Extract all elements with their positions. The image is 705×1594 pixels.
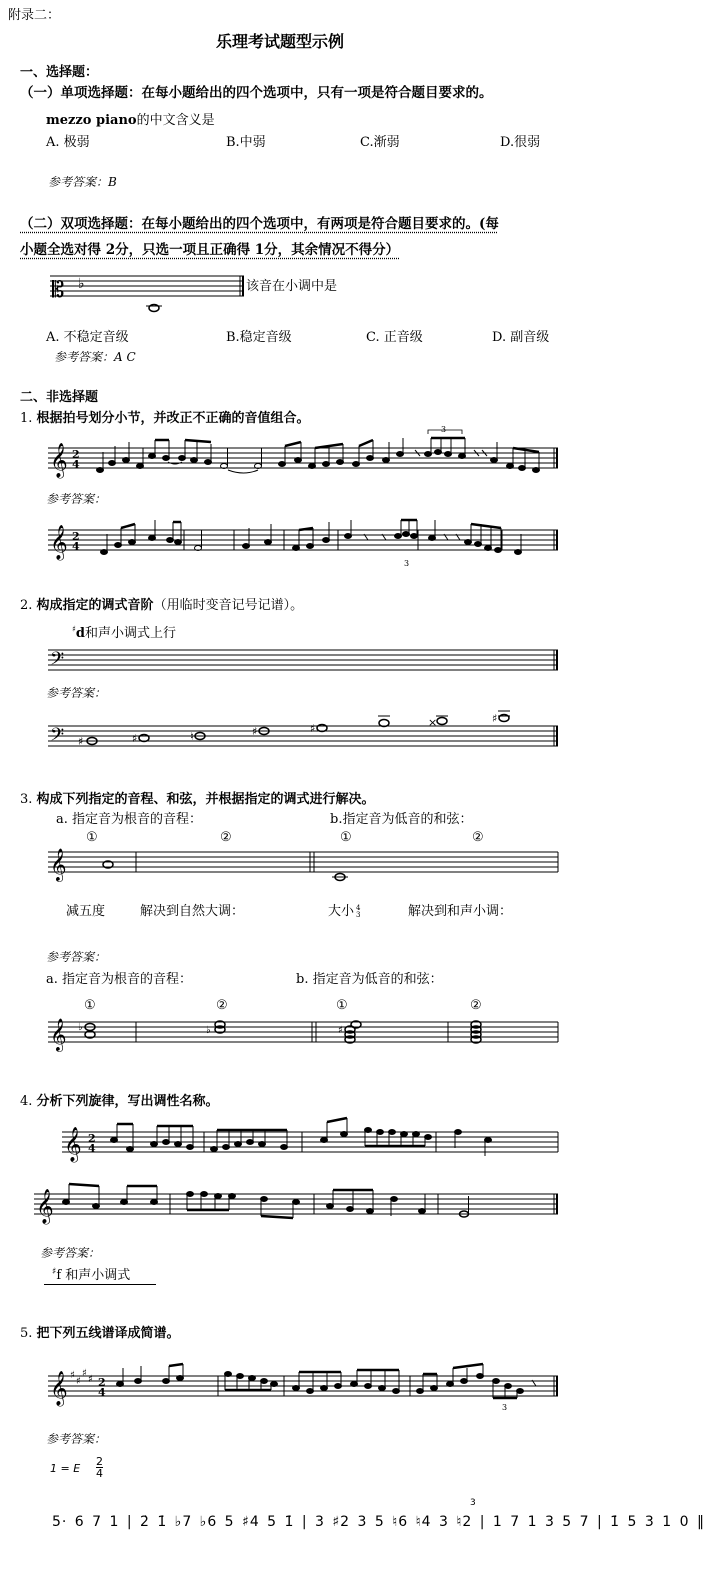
q5-numbered-notation: 5· 6 7 1 | 2̇ 1̇ ♭7 ♭6 5 ♯4 5 1̇ | 3 ♯2 3 5 ♮6 ♮4 3 ♮2 | 1 7 1 3 5 7 | 1̇ 5 3 1 0 ‖ — [52, 1514, 705, 1530]
section2-heading: 二、非选择题 — [20, 390, 99, 405]
double-option-d: D. 副音级 — [492, 330, 550, 345]
q3-circle-1a: ① — [86, 830, 98, 845]
q5-staff-tuplet: 3 — [502, 1403, 508, 1412]
q5-answer-label: 参考答案： — [46, 1432, 107, 1446]
q1-tuplet-top: 3 — [441, 425, 447, 434]
option-b: B.中弱 — [226, 135, 266, 150]
q2-prompt-rest: 和声小调式上行 — [84, 626, 176, 641]
option-c: C.渐弱 — [360, 135, 400, 150]
q5-time-bottom: 4 — [96, 1467, 103, 1480]
svg-text:2: 2 — [72, 530, 80, 543]
svg-text:2: 2 — [88, 1132, 96, 1145]
single-choice-heading: （一）单项选择题：在每小题给出的四个选项中，只有一项是符合题目要求的。 — [20, 85, 493, 101]
q3-title — [20, 788, 375, 807]
q3-ans-circle-2b: ② — [470, 998, 482, 1013]
double-option-c: C. 正音级 — [366, 330, 423, 345]
svg-text:𝄞: 𝄞 — [50, 848, 67, 881]
option-a: A. 极弱 — [46, 135, 90, 150]
q2-text: 构成指定的调式音阶 — [36, 598, 154, 613]
svg-text:♮: ♮ — [190, 730, 194, 743]
q2-prompt — [72, 622, 176, 641]
q3-chord — [328, 900, 360, 919]
double-choice-heading-1: （二）双项选择题：在每小题给出的四个选项中，有两项是符合题目要求的。(每 — [20, 216, 499, 232]
svg-text:♯: ♯ — [70, 1370, 75, 1381]
svg-text:𝄞: 𝄞 — [36, 1189, 54, 1224]
svg-text:4: 4 — [72, 540, 80, 553]
q5-number: 5. — [20, 1326, 33, 1341]
question-term: mezzo piano — [46, 113, 137, 128]
svg-text:♯: ♯ — [338, 1025, 343, 1036]
q5-time-top: 2 — [96, 1455, 103, 1468]
q2-number: 2. — [20, 598, 33, 613]
q3-interval: 减五度 — [66, 904, 106, 919]
q3-b-label: b.指定音为低音的和弦： — [330, 812, 473, 827]
q5-text: 把下列五线谱译成简谱。 — [36, 1326, 180, 1341]
q4-answer-label: 参考答案： — [40, 1246, 101, 1260]
svg-text:♯: ♯ — [252, 725, 258, 738]
q3-resolve-natural: 解决到自然大调： — [140, 904, 245, 919]
double-option-b: B.稳定音级 — [226, 330, 292, 345]
q2-blank-staff — [48, 644, 568, 684]
q2-title — [20, 594, 303, 613]
appendix-label: 附录二： — [8, 8, 61, 23]
q3-ans-b-label: b. 指定音为低音的和弦： — [296, 972, 443, 987]
svg-text:♯: ♯ — [310, 722, 316, 735]
q3-chord-text: 大小 — [328, 904, 355, 919]
q2-text-note: （用临时变音记号记谱）。 — [153, 598, 304, 613]
svg-text:𝄢: 𝄢 — [50, 649, 65, 674]
svg-text:♭: ♭ — [78, 1022, 83, 1033]
q3-circle-2b: ② — [472, 830, 484, 845]
svg-text:𝄞: 𝄞 — [50, 1371, 68, 1406]
svg-text:♯: ♯ — [88, 1374, 93, 1385]
single-question — [46, 109, 215, 128]
svg-text:♭: ♭ — [206, 1025, 211, 1036]
q3-a-label: a. 指定音为根音的音程： — [56, 812, 203, 827]
q1-answer-tuplet: 3 — [404, 559, 410, 568]
q5-triplet-mark: 3 — [470, 1498, 476, 1508]
svg-text:×: × — [428, 716, 438, 729]
svg-text:♭: ♭ — [78, 276, 85, 292]
q4-answer — [44, 1264, 156, 1285]
q4-text: 分析下列旋律，写出调性名称。 — [36, 1094, 219, 1109]
svg-text:𝄞: 𝄞 — [50, 525, 68, 560]
q2-answer-label: 参考答案： — [46, 686, 107, 700]
svg-text:♯: ♯ — [78, 735, 84, 748]
question-rest: 的中文含义是 — [136, 113, 215, 128]
q3-text: 构成下列指定的音程、和弦，并根据指定的调式进行解决。 — [36, 792, 375, 807]
svg-text:♯: ♯ — [132, 732, 138, 745]
svg-text:♯: ♯ — [82, 1368, 87, 1379]
svg-text:𝄡: 𝄡 — [52, 278, 65, 303]
double-question: 该音在小调中是 — [246, 279, 338, 294]
q5-staff — [48, 1360, 568, 1420]
svg-text:4: 4 — [98, 1386, 106, 1399]
q4-staff-1 — [62, 1116, 568, 1166]
q3-circle-1b: ① — [340, 830, 352, 845]
q3-ans-circle-2a: ② — [216, 998, 228, 1013]
q2-prompt-note: d — [75, 626, 85, 641]
q4-staff-2 — [34, 1178, 568, 1228]
q3-chord-fig-bottom: 3 — [356, 910, 361, 919]
q2-answer-staff — [48, 710, 568, 760]
double-option-a: A. 不稳定音级 — [46, 330, 129, 345]
q4-title — [20, 1090, 219, 1109]
page-title: 乐理考试题型示例 — [216, 32, 345, 51]
q3-circle-2a: ② — [220, 830, 232, 845]
double-choice-heading-2: 小题全选对得 2分，只选一项且正确得 1分，其余情况不得分） — [20, 242, 400, 258]
q5-key: 1 = E — [50, 1462, 81, 1475]
section1-heading: 一、选择题： — [20, 65, 99, 80]
double-answer: 参考答案：A C — [54, 350, 136, 364]
q4-answer-text: f 和声小调式 — [56, 1268, 131, 1283]
q5-title — [20, 1322, 180, 1341]
option-d: D.很弱 — [500, 135, 541, 150]
q1-number: 1. — [20, 411, 33, 426]
q3-ans-circle-1b: ① — [336, 998, 348, 1013]
svg-text:♯: ♯ — [492, 712, 498, 725]
q3-question-staff — [48, 846, 568, 886]
svg-text:4: 4 — [72, 458, 80, 471]
q3-ans-circle-1a: ① — [84, 998, 96, 1013]
alto-staff — [50, 270, 250, 320]
svg-text:𝄢: 𝄢 — [50, 725, 65, 750]
q3-answer-label: 参考答案： — [46, 950, 107, 964]
svg-text:𝄞: 𝄞 — [64, 1127, 82, 1162]
q3-ans-a-label: a. 指定音为根音的音程： — [46, 972, 193, 987]
q1-answer-label: 参考答案： — [46, 492, 107, 506]
q1-question-staff — [48, 425, 568, 492]
svg-text:𝄞: 𝄞 — [50, 443, 68, 478]
q3-chord-fig-top: 4 — [356, 903, 361, 912]
q3-answer-staff — [48, 1016, 568, 1056]
q3-resolve-harmonic: 解决到和声小调： — [408, 904, 513, 919]
single-answer: 参考答案：B — [48, 175, 117, 189]
q1-text: 根据拍号划分小节，并改正不正确的音值组合。 — [36, 411, 310, 426]
q1-answer-staff — [48, 514, 568, 574]
svg-text:2: 2 — [98, 1376, 106, 1389]
q1-title — [20, 407, 310, 426]
svg-text:𝄞: 𝄞 — [50, 1018, 67, 1051]
q3-number: 3. — [20, 792, 33, 807]
svg-text:♯: ♯ — [76, 1376, 81, 1387]
svg-text:2: 2 — [72, 448, 80, 461]
q4-number: 4. — [20, 1094, 33, 1109]
svg-text:4: 4 — [88, 1142, 96, 1155]
q5-time-signature — [96, 1456, 103, 1479]
q4-answer-accidental: ♯ — [52, 1266, 57, 1277]
q2-prompt-accidental: ♯ — [72, 624, 76, 634]
